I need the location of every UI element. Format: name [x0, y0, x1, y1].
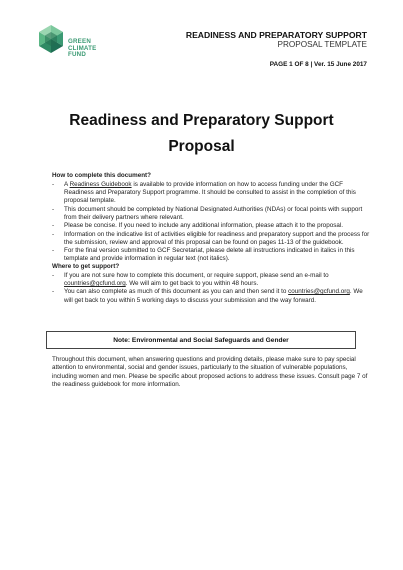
how-to-section [52, 172, 372, 264]
page-info: PAGE 1 OF 8 | Ver. 15 June 2017 [269, 61, 367, 68]
logo-wordmark [68, 39, 96, 59]
title-line-2: Proposal [168, 138, 235, 155]
email-link[interactable]: countries@gcfund.org [64, 280, 126, 288]
logo-line: FUND [68, 51, 86, 59]
list-item: - If you are not sure how to complete this document, or require support, please send an e-mail to countries@gcfund.org. We will aim to get back to you within 48 hours. [52, 271, 329, 288]
document-title [0, 110, 403, 158]
section-heading: Where to get support? [52, 263, 120, 270]
logo-line: GREEN [68, 38, 92, 45]
email-link[interactable]: countries@gcfund.org [288, 288, 350, 296]
list-item: - Please be concise. If you need to include any additional information, please attach it to the proposal. [52, 222, 343, 230]
title-line-1: Readiness and Preparatory Support [69, 112, 334, 129]
header-subtitle: PROPOSAL TEMPLATE [277, 40, 367, 49]
list-item: - This document should be completed by National Designated Authorities (NDAs) or focal points with support from their delivery partners where relevant. [52, 205, 363, 221]
list-item: - For the final version submitted to GCF Secretariat, please delete all instructions indicated in italics in this template and provide information in regular text (not italics). [52, 247, 355, 263]
logo-line: CLIMATE [68, 44, 97, 52]
support-section [52, 263, 372, 305]
header-title: READINESS AND PREPARATORY SUPPORT [185, 30, 367, 40]
list-item: - A Readiness Guidebook is available to provide information on how to access funding under the GCF Readiness and Preparatory Support programme. It should be consulted to assist in the completion of this proposal template. [52, 180, 356, 205]
note-title: Note: Environmental and Social Safeguards and Gender [113, 336, 289, 344]
section-heading: How to complete this document? [52, 172, 152, 179]
list-item: - Information on the indicative list of activities eligible for readiness and preparatory support and the process for the submission, review and approval of this proposal can be found on pages 11-13 of the guidebook. [52, 230, 370, 246]
note-title-box [46, 331, 356, 349]
note-body: Throughout this document, when answering questions and providing details, please make sure to pay special attention to environmental, social and gender issues, particularly to the situation of vulnerable populations, including women and men. Please be specific about proposed actions to address these issues. Consult page 7 of the readiness guidebook for more information. [52, 356, 368, 388]
list-item: - You can also complete as much of this document as you can and then send it to countries@gcfund.org. We will get back to you within 5 working days to discuss your submission and the way forward. [52, 288, 363, 304]
gcf-logo [36, 24, 116, 68]
gcf-logo-icon [36, 24, 66, 54]
readiness-guidebook-link[interactable]: Readiness Guidebook [69, 180, 132, 188]
